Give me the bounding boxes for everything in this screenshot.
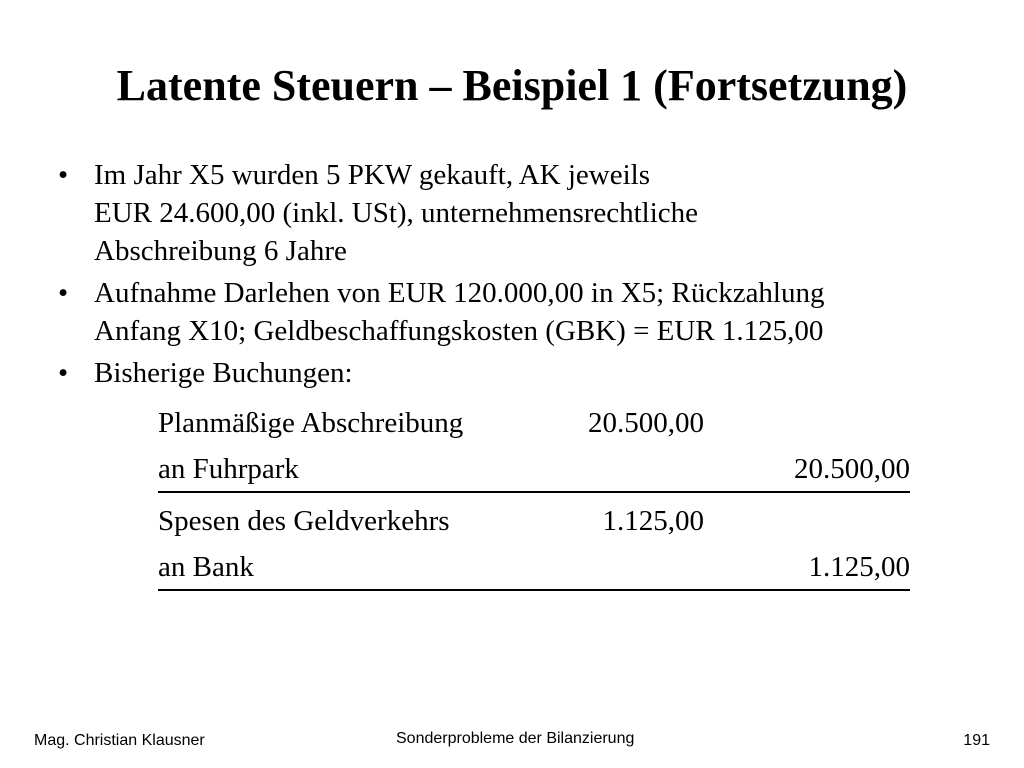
credit-amount: 20.500,00	[794, 453, 910, 485]
bullet-text-line: EUR 24.600,00 (inkl. USt), unternehmensrechtliche	[94, 197, 699, 229]
bullet-text-line: Bisherige Buchungen:	[94, 357, 353, 389]
page-number: 191	[963, 732, 990, 749]
journal-entries	[158, 399, 910, 595]
footer-author: Mag. Christian Klausner	[34, 732, 205, 749]
bullet-marker: •	[58, 277, 69, 309]
journal-entry-credit-line	[158, 447, 910, 493]
debit-amount: 20.500,00	[588, 407, 704, 439]
slide-title: Latente Steuern – Beispiel 1 (Fortsetzung)	[116, 61, 908, 110]
credit-account: an Bank	[158, 551, 254, 583]
bullet-item-previous-entries	[58, 354, 978, 392]
bullet-text-line: Aufnahme Darlehen von EUR 120.000,00 in X5; Rückzahlung	[94, 277, 825, 309]
bullet-marker: •	[58, 159, 69, 191]
bullet-text-line: Anfang X10; Geldbeschaffungskosten (GBK) = EUR 1.125,00	[94, 315, 824, 347]
bullet-marker: •	[58, 357, 69, 389]
journal-entry-debit-line	[158, 497, 910, 545]
credit-account: an Fuhrpark	[158, 453, 299, 485]
bullet-text-line: Abschreibung 6 Jahre	[94, 235, 347, 267]
debit-amount: 1.125,00	[602, 505, 704, 537]
bullet-list	[58, 156, 978, 396]
journal-entry-credit-line	[158, 545, 910, 591]
debit-account: Spesen des Geldverkehrs	[158, 505, 450, 537]
journal-entry-debit-line	[158, 399, 910, 447]
bullet-text-line: Im Jahr X5 wurden 5 PKW gekauft, AK jeweils	[94, 159, 650, 191]
bullet-item-car-purchase	[58, 156, 978, 270]
bullet-item-loan	[58, 274, 978, 350]
debit-account: Planmäßige Abschreibung	[158, 407, 464, 439]
credit-amount: 1.125,00	[808, 551, 910, 583]
footer-topic: Sonderprobleme der Bilanzierung	[396, 730, 635, 747]
